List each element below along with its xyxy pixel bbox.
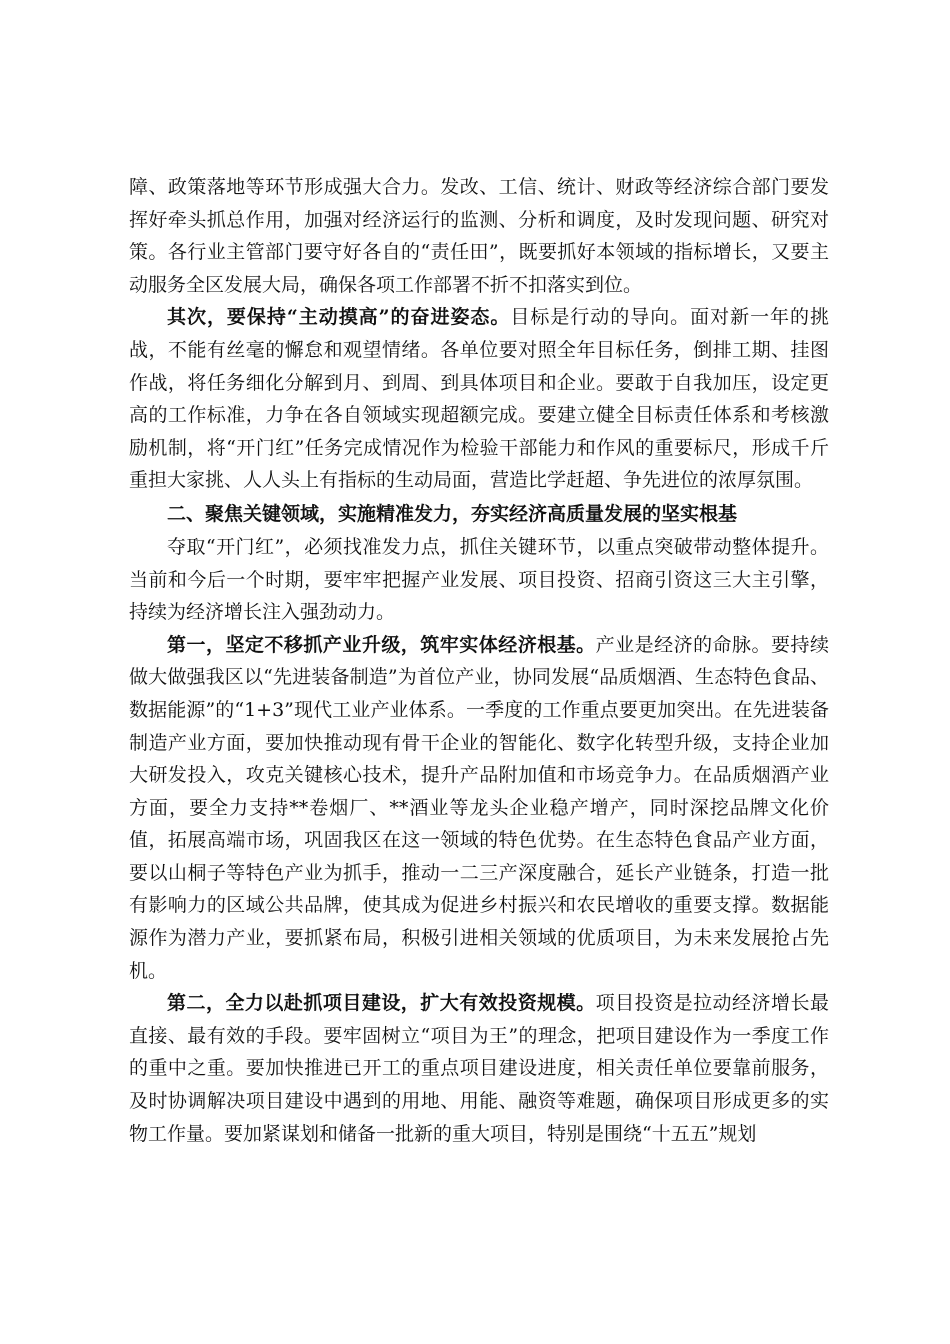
paragraph-maintain-stance — [129, 301, 829, 497]
document-body — [129, 171, 829, 1150]
paragraph-intro — [129, 531, 829, 629]
paragraph-lead: 其次，要保持“主动摸高”的奋进姿态。 — [167, 306, 511, 329]
paragraph-text: 产业是经济的命脉。要持续做大做强我区以“先进装备制造”为首位产业，协同发展“品质烟酒、生态特色食品、数据能源”的“1+3”现代工业产业体系。一季度的工作重点要更加突出。在先进装备制造产业方面，要加快推动现有骨干企业的智能化、数字化转型升级，支持企业加大研发投入，攻克关键核心技术，提升产品附加值和市场竞争力。在品质烟酒产业方面，要全力支持**卷烟厂、**酒业等龙头企业稳产增产，同时深挖品牌文化价值，拓展高端市场，巩固我区在这一领域的特色优势。在生态特色食品产业方面，要以山桐子等特色产业为抓手，推动一二三产深度融合，延长产业链条，打造一批有影响力的区域公共品牌，使其成为促进乡村振兴和农民增收的重要支撑。数据能源作为潜力产业，要抓紧布局，积极引进相关领域的优质项目，为未来发展抢占先机。 — [129, 633, 829, 982]
paragraph-text: 目标是行动的导向。面对新一年的挑战，不能有丝毫的懈怠和观望情绪。各单位要对照全年目标任务，倒排工期、挂图作战，将任务细化分解到月、到周、到具体项目和企业。要敢于自我加压，设定更高的工作标准，力争在各自领域实现超额完成。要建立健全目标责任体系和考核激励机制，将“开门红”任务完成情况作为检验干部能力和作风的重要标尺，形成千斤重担大家挑、人人头上有指标的生动局面，营造比学赶超、争先进位的浓厚氛围。 — [129, 306, 829, 492]
paragraph-project-construction — [129, 987, 829, 1150]
paragraph-lead: 第一，坚定不移抓产业升级，筑牢实体经济根基。 — [167, 633, 596, 656]
section-heading: 二、聚焦关键领域，实施精准发力，夯实经济高质量发展的坚实根基 — [167, 502, 738, 525]
paragraph-industry-upgrade — [129, 629, 829, 988]
paragraph-text: 夺取“开门红”，必须找准发力点，抓住关键环节，以重点突破带动整体提升。当前和今后一个时期，要牢牢把握产业发展、项目投资、招商引资这三大主引擎，持续为经济增长注入强劲动力。 — [129, 535, 829, 624]
paragraph-text: 项目投资是拉动经济增长最直接、最有效的手段。要牢固树立“项目为王”的理念，把项目建设作为一季度工作的重中之重。要加快推进已开工的重点项目建设进度，相关责任单位要靠前服务，及时协调解决项目建设中遇到的用地、用能、融资等难题，确保项目形成更多的实物工作量。要加紧谋划和储备一批新的重大项目，特别是围绕“十五五”规划 — [129, 992, 829, 1145]
paragraph-text: 障、政策落地等环节形成强大合力。发改、工信、统计、财政等经济综合部门要发挥好牵头抓总作用，加强对经济运行的监测、分析和调度，及时发现问题、研究对策。各行业主管部门要守好各自的“责任田”，既要抓好本领域的指标增长，又要主动服务全区发展大局，确保各项工作部署不折不扣落实到位。 — [129, 176, 829, 296]
paragraph-continuation — [129, 171, 829, 301]
paragraph-lead: 第二，全力以赴抓项目建设，扩大有效投资规模。 — [167, 992, 596, 1015]
